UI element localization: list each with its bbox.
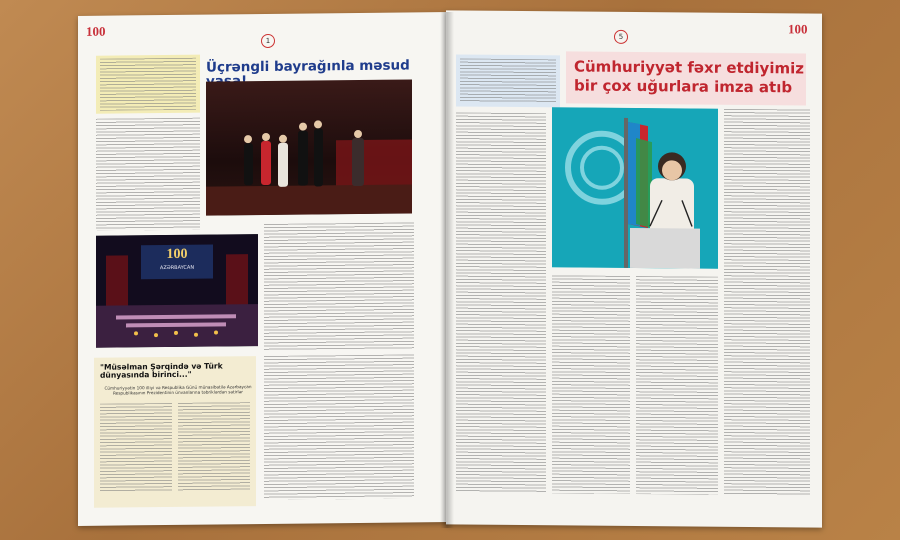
lower-text-column-1 <box>100 403 172 492</box>
page-number: 1 <box>261 34 275 48</box>
anniversary-logo <box>788 21 808 37</box>
headline-line-2: bir çox uğurlara imza atıb <box>574 76 793 97</box>
magazine-spine-shadow <box>440 12 454 528</box>
lower-section-subtitle: Cümhuriyyətin 100 illiyi və Respublika Günü münasibətilə Azərbaycan Respublikasının Prezidentinin ünvanlarına təbriklərdən sətirlər <box>104 384 252 396</box>
headline-panel <box>566 51 806 105</box>
left-magazine-page <box>78 12 450 526</box>
logo-number: 100 <box>86 23 106 39</box>
headline-line-1: Cümhuriyyət fəxr etdiyimiz <box>574 57 804 78</box>
lower-text-column-3 <box>264 354 414 500</box>
article-text-column-2 <box>264 222 414 350</box>
banner-number: 100 <box>166 246 188 263</box>
logo-number: 100 <box>788 21 808 37</box>
article-text-column-3 <box>724 109 810 496</box>
anniversary-logo <box>86 24 106 40</box>
lower-text-column-2 <box>178 402 250 491</box>
banner-text: AZƏRBAYCAN <box>159 264 195 272</box>
intro-text-block <box>100 58 196 111</box>
lower-section-title: "Müsəlman Şərqində və Türk dünyasında birinci..." <box>100 361 223 381</box>
speech-scene-illustration <box>552 107 718 268</box>
article-text-column-2a <box>552 275 630 494</box>
intro-highlight-box <box>456 54 560 107</box>
lower-section-panel <box>94 356 256 508</box>
ceremony-stage-photo <box>206 79 412 215</box>
intro-text-block <box>460 58 556 103</box>
ceremony-figures-illustration <box>206 79 412 215</box>
intro-highlight-box <box>96 55 200 114</box>
article-text-column <box>96 118 200 231</box>
page-number: 5 <box>614 30 628 44</box>
right-magazine-page <box>446 10 822 527</box>
article-text-column <box>456 112 546 493</box>
speech-photo <box>552 107 718 268</box>
article-text-column-2b <box>636 276 718 495</box>
page-headline: Üçrəngli bayrağınla məsud <box>206 57 410 76</box>
concert-hall-photo <box>96 234 258 348</box>
